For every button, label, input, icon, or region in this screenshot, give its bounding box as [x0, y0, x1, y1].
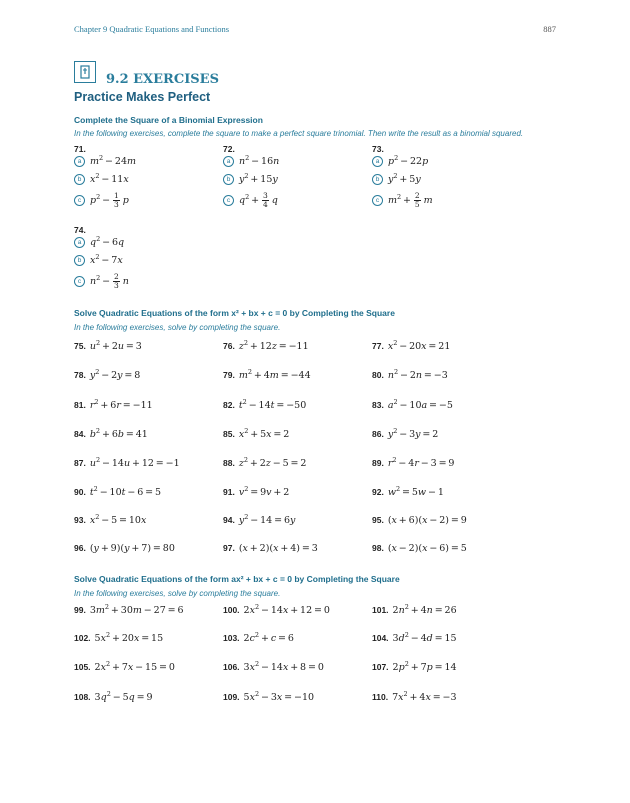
- equation: (x + 2)(x + 4) = 3: [238, 543, 318, 554]
- topic-title-2: Solve Quadratic Equations of the form x² + bx + c = 0 by Completing the Square: [74, 308, 395, 318]
- exercise-number: 96.: [74, 543, 86, 553]
- exercise-number: 78.: [74, 370, 86, 380]
- exercise-item: [372, 397, 453, 411]
- sub-exercise: [223, 171, 278, 185]
- exercise-item: [74, 455, 180, 469]
- pencil-book-icon: [75, 62, 95, 82]
- exercise-number: 110.: [372, 692, 389, 702]
- exercise-number: 98.: [372, 543, 384, 553]
- exercise-number: 103.: [223, 633, 240, 643]
- exercise-number: 89.: [372, 458, 384, 468]
- equation: $w^2 = 5w - 1$: [387, 484, 444, 498]
- exercise-number: 75.: [74, 341, 86, 351]
- exercise-item: [74, 397, 153, 411]
- topic-title-3: Solve Quadratic Equations of the form ax² + bx + c = 0 by Completing the Square: [74, 574, 400, 584]
- exercise-number: 85.: [223, 429, 235, 439]
- part-label-icon: a: [74, 237, 85, 248]
- exercise-number: 83.: [372, 400, 384, 410]
- exercise-number: 86.: [372, 429, 384, 439]
- exercise-item: [223, 426, 290, 440]
- exercise-item: [74, 602, 184, 616]
- exercise-item: [223, 367, 311, 381]
- exercise-number: 102.: [74, 633, 91, 643]
- equation: $y^2 - 2y = 8$: [89, 367, 141, 381]
- equation: $3q^2 - 5q = 9$: [94, 689, 153, 703]
- equation: $7x^2 + 4x = -3$: [392, 689, 457, 703]
- expression: $q^2 - 6q$: [90, 234, 125, 248]
- exercise-number: 95.: [372, 515, 384, 525]
- exercise-item: [223, 512, 296, 526]
- part-label-icon: b: [74, 255, 85, 266]
- equation: $m^2 + 4m = -44$: [238, 367, 311, 381]
- topic-instructions-3: In the following exercises, solve by completing the square.: [74, 589, 281, 598]
- sub-exercise: [372, 171, 421, 185]
- expression: $m^2 - 24m$: [90, 153, 137, 167]
- exercise-number: 99.: [74, 605, 86, 615]
- sub-exercise: [74, 153, 137, 167]
- exercise-item: [372, 338, 451, 352]
- sub-exercise: [372, 192, 433, 209]
- exercise-number: 108.: [74, 692, 91, 702]
- exercise-item: [74, 689, 153, 703]
- sub-exercise: [74, 192, 129, 209]
- equation: $2x^2 - 14x + 12 = 0$: [243, 602, 330, 616]
- part-label-icon: a: [74, 156, 85, 167]
- exercise-item: [74, 543, 175, 554]
- exercise-item: [372, 515, 467, 526]
- equation: $b^2 + 6b = 41$: [89, 426, 148, 440]
- topic-title-1: Complete the Square of a Binomial Expression: [74, 115, 263, 125]
- equation: $t^2 - 10t - 6 = 5$: [89, 484, 162, 498]
- exercise-item: [223, 659, 324, 673]
- topic-instructions-1: In the following exercises, complete the square to make a perfect square trinomial. Then write the result as a binomial squared.: [74, 129, 524, 138]
- exercise-item: [223, 455, 307, 469]
- exercise-item: [74, 484, 162, 498]
- part-label-icon: c: [372, 195, 383, 206]
- sub-exercise: [74, 273, 129, 290]
- part-label-icon: c: [74, 276, 85, 287]
- exercise-number: 74.: [74, 225, 86, 235]
- expression: $q^2$ + $\frac{3}{4}$ q: [239, 191, 278, 209]
- expression: $y^2 + 5y$: [388, 171, 421, 185]
- sub-exercise: [372, 153, 429, 167]
- sub-exercise: [74, 252, 123, 266]
- exercise-item: [372, 426, 439, 440]
- exercise-item: [372, 659, 457, 673]
- expression: $n^2$ − $\frac{2}{3}$ n: [90, 272, 129, 290]
- exercise-number: 79.: [223, 370, 235, 380]
- part-label-icon: b: [74, 174, 85, 185]
- exercise-number: 92.: [372, 487, 384, 497]
- exercise-number: 88.: [223, 458, 235, 468]
- exercise-item: [74, 512, 147, 526]
- exercise-number: 97.: [223, 543, 235, 553]
- equation: $3x^2 - 14x + 8 = 0$: [243, 659, 324, 673]
- equation: $5x^2 + 20x = 15$: [94, 630, 164, 644]
- equation: $t^2 - 14t = -50$: [238, 397, 307, 411]
- part-label-icon: c: [74, 195, 85, 206]
- exercise-item: [372, 689, 457, 703]
- sub-exercise: [74, 234, 125, 248]
- equation: $x^2 - 5 = 10x$: [89, 512, 147, 526]
- exercise-number: 87.: [74, 458, 86, 468]
- exercise-item: [372, 367, 448, 381]
- equation: $2n^2 + 4n = 26$: [392, 602, 457, 616]
- exercise-number: 82.: [223, 400, 235, 410]
- page-number: 887: [543, 24, 556, 34]
- equation: $r^2 - 4r - 3 = 9$: [387, 455, 455, 469]
- part-label-icon: b: [372, 174, 383, 185]
- exercise-item: [223, 689, 315, 703]
- equation: (x + 6)(x − 2) = 9: [387, 515, 467, 526]
- exercise-number: 105.: [74, 662, 91, 672]
- exercise-item: [372, 484, 444, 498]
- equation: $3d^2 - 4d = 15$: [392, 630, 457, 644]
- exercise-item: [372, 543, 467, 554]
- part-label-icon: c: [223, 195, 234, 206]
- topic-instructions-2: In the following exercises, solve by completing the square.: [74, 323, 281, 332]
- expression: $m^2$ + $\frac{2}{5}$ m: [388, 191, 433, 209]
- equation: $2c^2 + c = 6$: [243, 630, 294, 644]
- equation: $3m^2 + 30m - 27 = 6$: [89, 602, 184, 616]
- exercise-item: [223, 630, 294, 644]
- sub-exercise: [223, 153, 280, 167]
- equation: $2p^2 + 7p = 14$: [392, 659, 457, 673]
- equation: $5x^2 - 3x = -10$: [243, 689, 315, 703]
- equation: $u^2 + 2u = 3$: [89, 338, 142, 352]
- sub-exercise: [223, 192, 278, 209]
- exercise-number: 84.: [74, 429, 86, 439]
- exercise-item: [223, 397, 307, 411]
- equation: $y^2 - 14 = 6y$: [238, 512, 296, 526]
- expression: $p^2$ − $\frac{1}{3}$ p: [90, 191, 129, 209]
- exercise-number: 94.: [223, 515, 235, 525]
- part-label-icon: a: [223, 156, 234, 167]
- equation: $n^2 - 2n = -3$: [387, 367, 448, 381]
- exercise-number: 72.: [223, 144, 235, 154]
- exercise-number: 81.: [74, 400, 86, 410]
- sub-exercise: [74, 171, 129, 185]
- exercise-number: 91.: [223, 487, 235, 497]
- exercise-number: 80.: [372, 370, 384, 380]
- exercise-item: [223, 338, 309, 352]
- equation: $z^2 + 12z = -11$: [238, 338, 309, 352]
- exercise-number: 106.: [223, 662, 240, 672]
- expression: $n^2 - 16n$: [239, 153, 280, 167]
- exercise-item: [372, 455, 455, 469]
- equation: $z^2 + 2z - 5 = 2$: [238, 455, 307, 469]
- exercise-item: [74, 426, 148, 440]
- exercise-number: 71.: [74, 144, 86, 154]
- equation: $r^2 + 6r = -11$: [89, 397, 153, 411]
- exercise-item: [223, 484, 290, 498]
- equation: $v^2 = 9v + 2$: [238, 484, 290, 498]
- expression: $p^2 - 22p$: [388, 153, 429, 167]
- exercise-number: 109.: [223, 692, 240, 702]
- chapter-header: Chapter 9 Quadratic Equations and Functions: [74, 24, 230, 34]
- exercise-number: 73.: [372, 144, 384, 154]
- expression: $x^2 - 7x$: [90, 252, 123, 266]
- exercise-number: 93.: [74, 515, 86, 525]
- equation: $u^2 - 14u + 12 = -1$: [89, 455, 180, 469]
- equation: (x − 2)(x − 6) = 5: [387, 543, 467, 554]
- part-label-icon: a: [372, 156, 383, 167]
- exercise-number: 76.: [223, 341, 235, 351]
- exercise-number: 107.: [372, 662, 389, 672]
- part-label-icon: b: [223, 174, 234, 185]
- exercise-item: [372, 602, 457, 616]
- equation: $a^2 - 10a = -5$: [387, 397, 453, 411]
- exercise-number: 101.: [372, 605, 389, 615]
- exercise-item: [74, 630, 164, 644]
- equation: (y + 9)(y + 7) = 80: [89, 543, 175, 554]
- exercise-item: [223, 602, 330, 616]
- expression: $y^2 + 15y$: [239, 171, 278, 185]
- exercise-number: 77.: [372, 341, 384, 351]
- exercise-item: [74, 367, 141, 381]
- exercise-item: [223, 543, 318, 554]
- exercises-icon: [74, 61, 96, 83]
- exercise-item: [74, 659, 175, 673]
- section-title: 9.2 EXERCISES: [106, 72, 219, 87]
- exercise-number: 104.: [372, 633, 389, 643]
- section-subtitle: Practice Makes Perfect: [74, 90, 211, 104]
- equation: $x^2 - 20x = 21$: [387, 338, 451, 352]
- exercise-number: 100.: [223, 605, 240, 615]
- exercise-item: [372, 630, 457, 644]
- equation: $2x^2 + 7x - 15 = 0$: [94, 659, 175, 673]
- exercise-item: [74, 338, 142, 352]
- equation: $x^2 + 5x = 2$: [238, 426, 290, 440]
- expression: $x^2 - 11x$: [90, 171, 129, 185]
- equation: $y^2 - 3y = 2$: [387, 426, 439, 440]
- exercise-number: 90.: [74, 487, 86, 497]
